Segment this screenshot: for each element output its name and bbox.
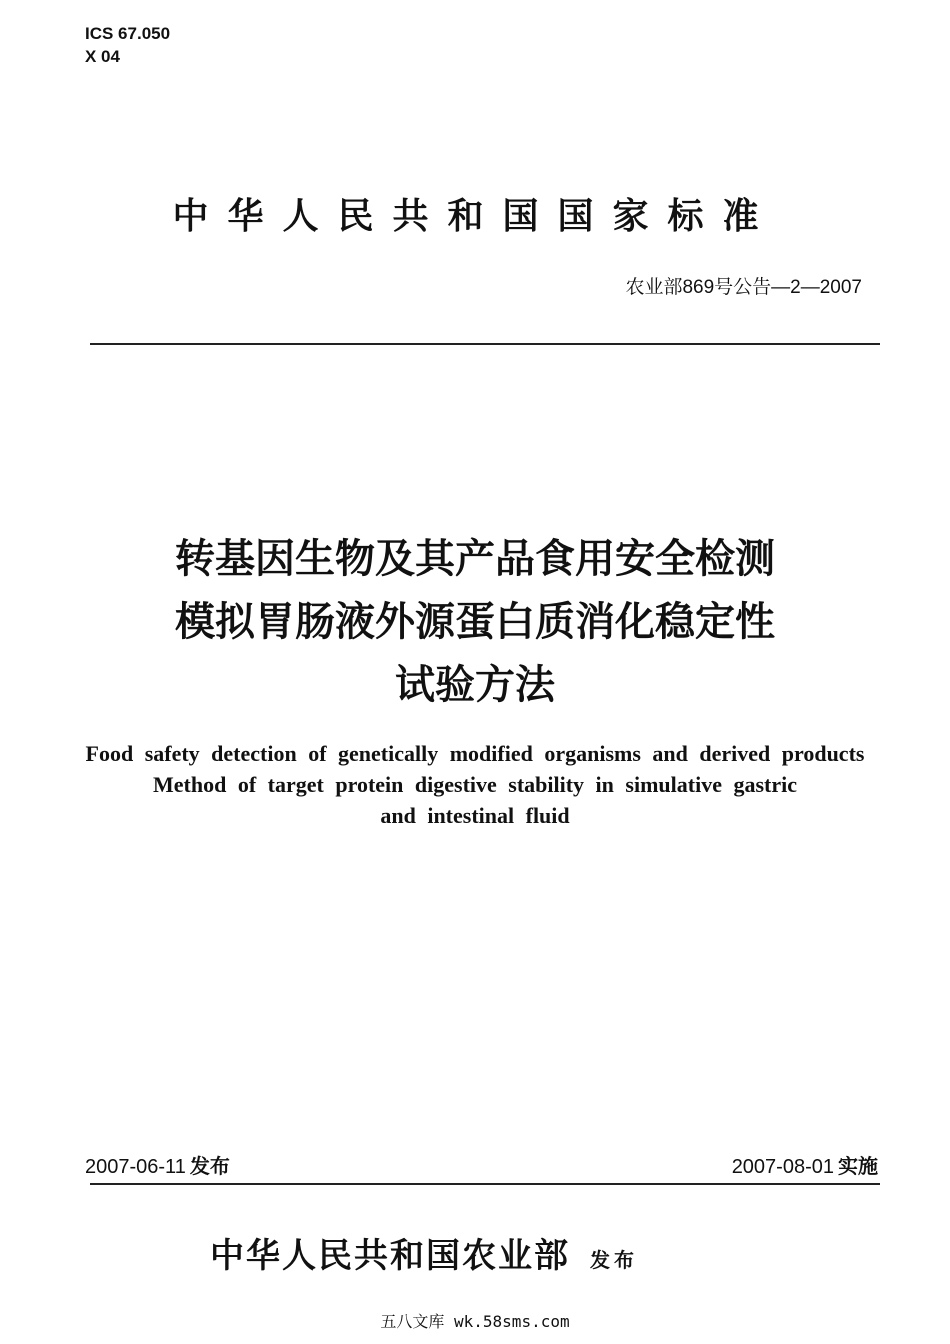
ics-code: ICS 67.050: [85, 24, 171, 43]
english-title-line: and intestinal fluid: [380, 803, 570, 828]
issue-date-block: [85, 1150, 230, 1179]
issuer-label: 发布: [590, 1248, 638, 1272]
bottom-divider: [90, 1183, 880, 1185]
chinese-title-line: 试验方法: [395, 662, 555, 708]
ccs-code: X 04: [85, 47, 120, 66]
implement-date: 2007-08-01: [731, 1156, 834, 1178]
issue-date: 2007-06-11: [85, 1156, 186, 1178]
issue-label: 发布: [189, 1154, 230, 1178]
english-title-line: Food safety detection of genetically modified organisms and derived products: [85, 741, 865, 766]
chinese-title-line: 转基因生物及其产品食用安全检测: [175, 536, 775, 582]
english-title: [40, 738, 910, 831]
issuer-name: 中华人民共和国农业部: [210, 1236, 570, 1276]
standard-number: 农业部869号公告—2—2007: [625, 277, 862, 298]
implement-label: 实施: [838, 1154, 878, 1178]
classification-codes: [85, 22, 170, 68]
chinese-title: [40, 528, 910, 717]
source-watermark: 五八文库 wk.58sms.com: [380, 1312, 570, 1331]
english-title-line: Method of target protein digestive stability in simulative gastric: [153, 772, 797, 797]
national-standard-title: 中华人民共和国国家标准: [172, 196, 778, 237]
chinese-title-line: 模拟胃肠液外源蛋白质消化稳定性: [175, 599, 775, 645]
issuer-block: [210, 1228, 638, 1277]
top-divider: [90, 343, 880, 345]
implement-date-block: [732, 1150, 878, 1179]
